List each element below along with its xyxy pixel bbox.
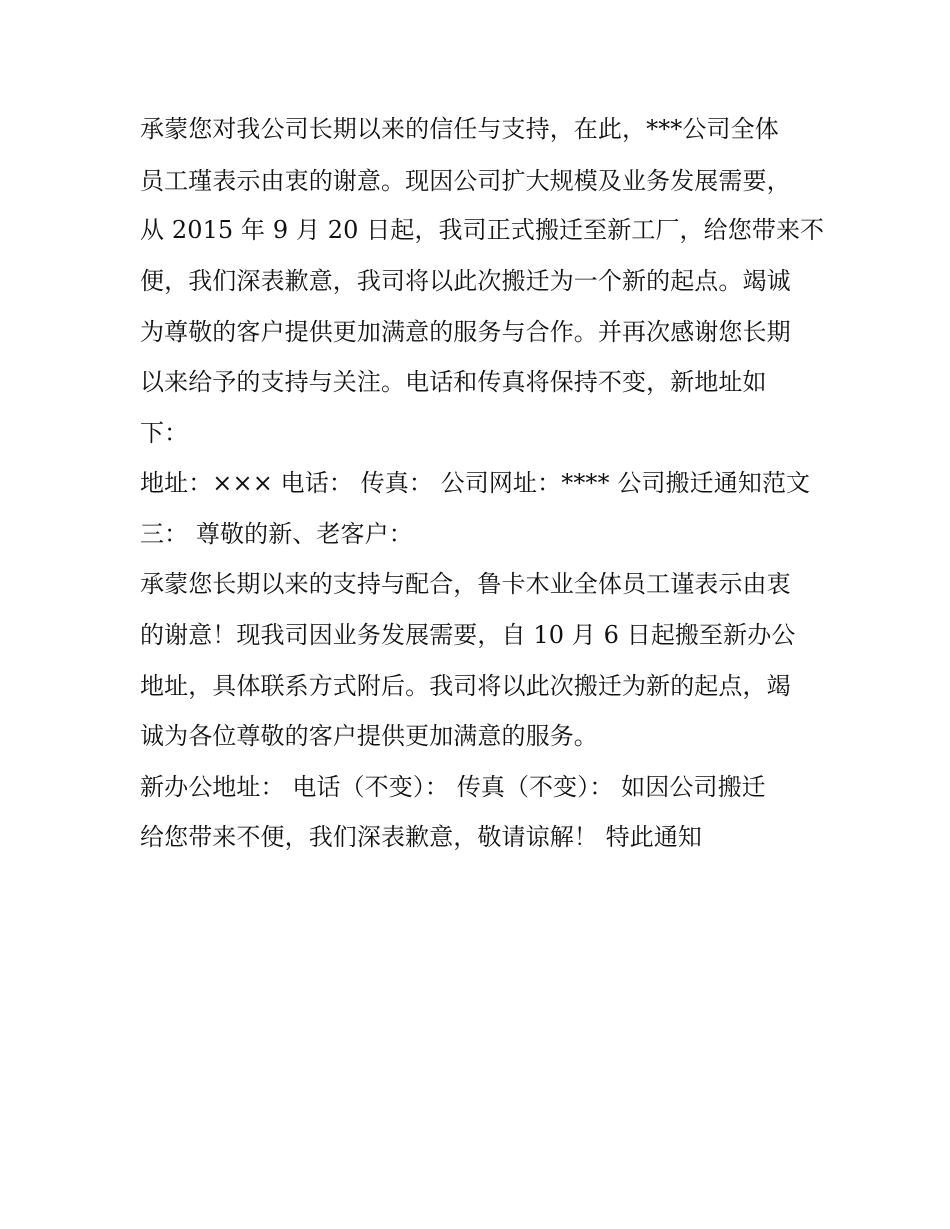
text-line: 三： 尊敬的新、老客户：	[140, 520, 413, 548]
text-line: 地址，具体联系方式附后。我司将以此次搬迁为新的起点，竭	[140, 672, 791, 700]
text-line: 从 2015 年 9 月 20 日起，我司正式搬迁至新工厂，给您带来不	[140, 216, 825, 244]
text-line: 地址：××× 电话： 传真： 公司网址：**** 公司搬迁通知范文	[140, 469, 811, 497]
text-line: 给您带来不便，我们深表歉意，敬请谅解！ 特此通知	[140, 823, 703, 851]
text-line: 为尊敬的客户提供更加满意的服务与合作。并再次感谢您长期	[140, 318, 791, 346]
text-line: 以来给予的支持与关注。电话和传真将保持不变，新地址如	[140, 368, 767, 396]
text-line: 承蒙您长期以来的支持与配合，鲁卡木业全体员工谨表示由衷	[140, 570, 791, 598]
text-line: 新办公地址： 电话（不变）： 传真（不变）： 如因公司搬迁	[140, 773, 766, 801]
text-line: 的谢意！现我司因业务发展需要，自 10 月 6 日起搬至新办公	[140, 621, 796, 649]
text-line: 便，我们深表歉意，我司将以此次搬迁为一个新的起点。竭诚	[140, 267, 791, 295]
text-line: 员工瑾表示由衷的谢意。现因公司扩大规模及业务发展需要，	[140, 167, 791, 195]
text-line: 下：	[140, 419, 189, 447]
text-line: 承蒙您对我公司长期以来的信任与支持，在此，***公司全体	[140, 115, 779, 143]
text-line: 诚为各位尊敬的客户提供更加满意的服务。	[140, 722, 598, 750]
